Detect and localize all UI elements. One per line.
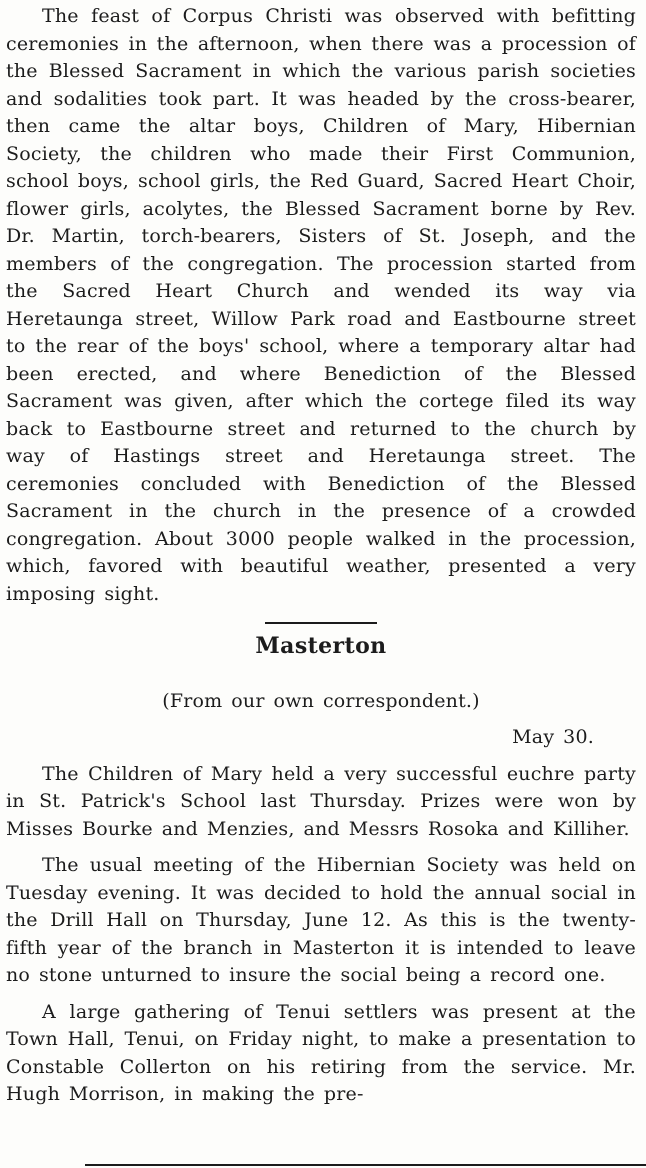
section-heading: Masterton — [255, 633, 387, 659]
paragraph-hibernian-society: The usual meeting of the Hibernian Society was held on Tuesday evening. It was decided to hold the annual social in the Drill Hall on Thursday, June 12. As this is the twenty-fifth year of the branch in Masterton it is intended to leave no stone unturned to insure the social being a record one. — [6, 854, 636, 986]
section-header — [6, 622, 636, 661]
paragraph-corpus-christi: The feast of Corpus Christi was observed with befitting ceremonies in the afternoon, when there was a procession of the Blessed Sacrament in which the various parish societies and sodalities took part. It was headed by the cross-bearer, then came the altar boys, Children of Mary, Hibernian Society, the children who made their First Communion, school boys, school girls, the Red Guard, Sacred Heart Choir, flower girls, acolytes, the Blessed Sacrament borne by Rev. Dr. Martin, torch-bearers, Sisters of St. Joseph, and the members of the congregation. The procession started from the Sacred Heart Church and wended its way via Heretaunga street, Willow Park road and Eastbourne street to the rear of the boys' school, where a temporary altar had been erected, and where Benediction of the Blessed Sacrament was given, after which the cortege filed its way back to Eastbourne street and returned to the church by way of Hastings street and Heretaunga street. The ceremonies concluded with Benediction of the Blessed Sacrament in the church in the presence of a crowded congregation. About 3000 people walked in the procession, which, favored with beautiful weather, presented a very imposing sight. — [6, 5, 636, 605]
paragraph-children-of-mary: The Children of Mary held a very successful euchre party in St. Patrick's School last Thursday. Prizes were won by Misses Bourke and Menzies, and Messrs Rosoka and Killiher. — [6, 762, 636, 840]
dateline: May 30. — [512, 726, 594, 748]
byline: (From our own correspondent.) — [162, 689, 480, 712]
bottom-rule — [85, 1164, 646, 1167]
heading-rule — [265, 622, 377, 624]
paragraph-tenui-gathering: A large gathering of Tenui settlers was present at the Town Hall, Tenui, on Friday night, to make a presentation to Constable Collerton on his retiring from the service. Mr. Hugh Morrison, in making the pre- — [6, 1000, 636, 1105]
